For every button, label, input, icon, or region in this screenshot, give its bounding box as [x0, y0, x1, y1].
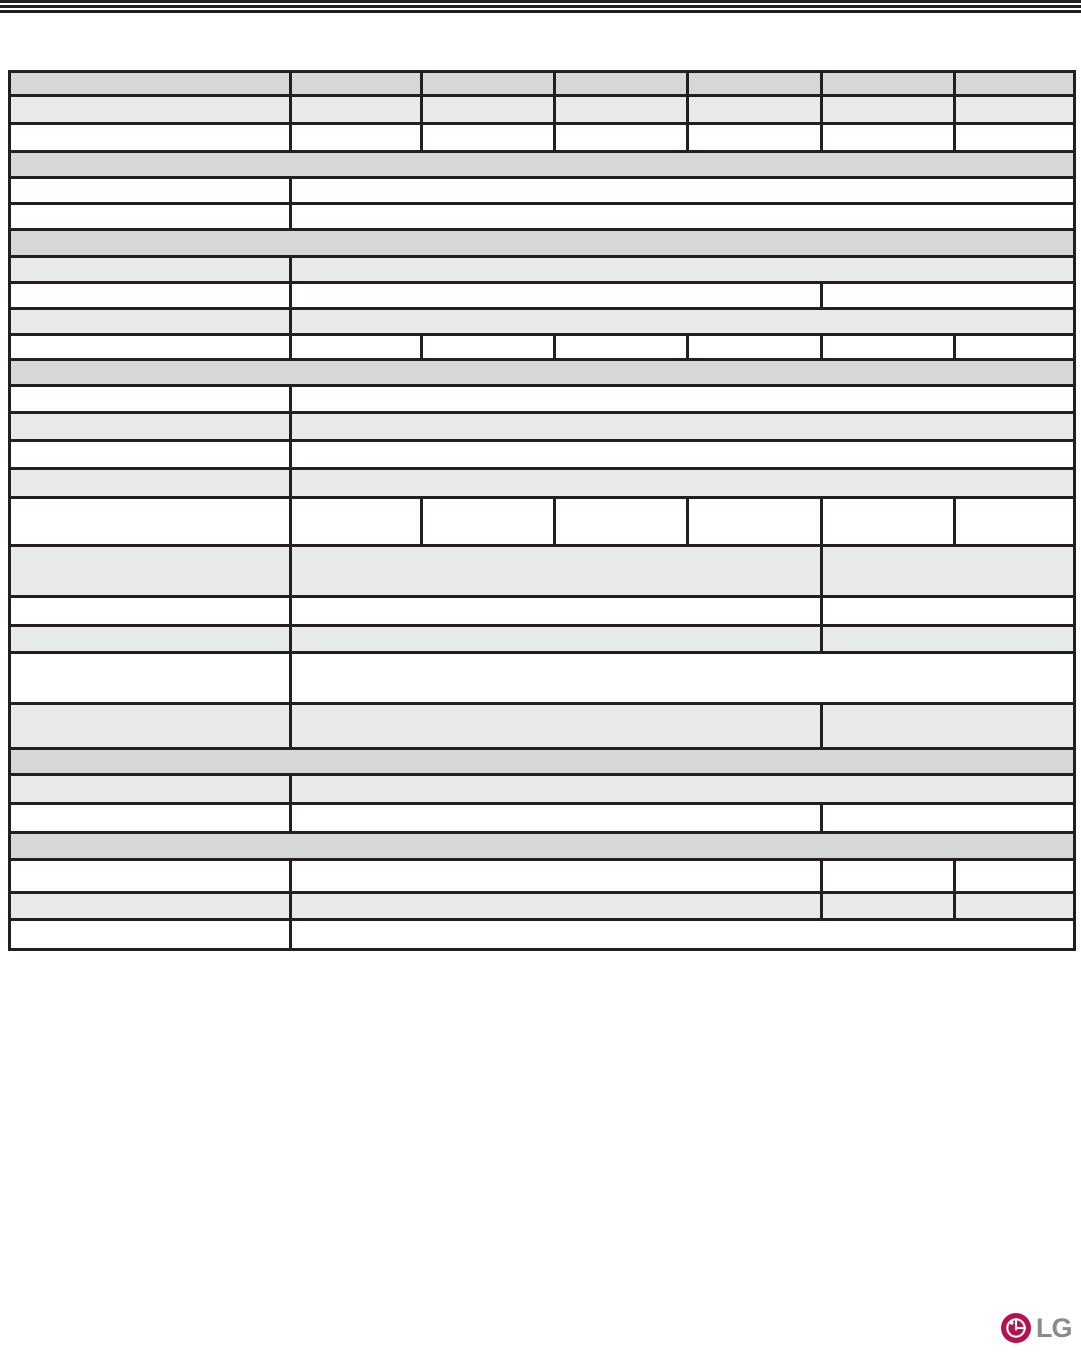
table-cell — [822, 335, 955, 360]
row-label-cell — [10, 386, 291, 413]
table-row — [10, 441, 1075, 469]
table-row — [10, 124, 1075, 152]
table-row — [10, 413, 1075, 441]
table-cell — [291, 498, 422, 546]
table-cell — [291, 124, 422, 152]
table-cell — [688, 72, 822, 96]
table-cell — [291, 309, 1075, 335]
row-label-cell — [10, 704, 291, 749]
table-cell — [422, 124, 555, 152]
row-label-cell — [10, 178, 291, 204]
table-cell — [555, 96, 688, 124]
table-row — [10, 257, 1075, 283]
table-cell — [955, 72, 1075, 96]
row-label-cell — [10, 546, 291, 597]
section-band — [10, 230, 1075, 257]
section-band — [10, 749, 1075, 775]
lg-symbol-icon — [1001, 1313, 1031, 1343]
table-cell — [291, 413, 1075, 441]
section-band-row — [10, 230, 1075, 257]
table-row — [10, 469, 1075, 498]
table-cell — [822, 96, 955, 124]
table-cell — [822, 704, 1075, 749]
table-row — [10, 498, 1075, 546]
table-cell — [291, 386, 1075, 413]
table-cell — [822, 124, 955, 152]
header-rule-line-2 — [0, 5, 1081, 8]
section-band — [10, 360, 1075, 386]
table-cell — [822, 804, 1075, 833]
table-row — [10, 804, 1075, 833]
table-row — [10, 283, 1075, 309]
table-cell — [422, 96, 555, 124]
table-cell — [422, 335, 555, 360]
table-cell — [688, 96, 822, 124]
table-cell — [10, 72, 291, 96]
row-label-cell — [10, 204, 291, 230]
table-cell — [291, 72, 422, 96]
table-cell — [291, 775, 1075, 804]
table-cell — [291, 469, 1075, 498]
table-cell — [291, 920, 1075, 950]
row-label-cell — [10, 804, 291, 833]
table-cell — [291, 860, 822, 893]
row-label-cell — [10, 469, 291, 498]
table-row — [10, 920, 1075, 950]
table-cell — [555, 72, 688, 96]
table-cell — [291, 204, 1075, 230]
table-cell — [688, 335, 822, 360]
table-row — [10, 335, 1075, 360]
table-row — [10, 653, 1075, 704]
table-cell — [291, 283, 822, 309]
table-cell — [10, 96, 291, 124]
table-cell — [10, 498, 291, 546]
table-row — [10, 178, 1075, 204]
table-cell — [955, 498, 1075, 546]
table-cell — [822, 860, 955, 893]
table-row — [10, 775, 1075, 804]
table-row — [10, 309, 1075, 335]
header-rule-line-3 — [0, 10, 1081, 13]
row-label-cell — [10, 920, 291, 950]
row-label-cell — [10, 413, 291, 441]
header-rule-line-1 — [0, 0, 1081, 3]
table-cell — [291, 804, 822, 833]
table-cell — [955, 96, 1075, 124]
table-cell — [291, 653, 1075, 704]
row-label-cell — [10, 893, 291, 920]
table-row — [10, 704, 1075, 749]
table-cell — [822, 72, 955, 96]
table-row — [10, 860, 1075, 893]
table-row — [10, 893, 1075, 920]
table-cell — [822, 626, 1075, 653]
table-cell — [422, 72, 555, 96]
table-row — [10, 626, 1075, 653]
table-cell — [422, 498, 555, 546]
table-cell — [291, 704, 822, 749]
section-band — [10, 152, 1075, 178]
table-cell — [555, 124, 688, 152]
lg-logo — [1001, 1313, 1072, 1343]
row-label-cell — [10, 775, 291, 804]
page-header-rule — [0, 0, 1081, 13]
table-cell — [822, 498, 955, 546]
table-cell — [822, 893, 955, 920]
table-cell — [291, 96, 422, 124]
section-band-row — [10, 749, 1075, 775]
table-cell — [688, 498, 822, 546]
table-cell — [822, 597, 1075, 626]
table-row — [10, 96, 1075, 124]
row-label-cell — [10, 441, 291, 469]
table-cell — [822, 283, 1075, 309]
row-label-cell — [10, 283, 291, 309]
table-row — [10, 204, 1075, 230]
table-cell — [10, 124, 291, 152]
table-row — [10, 386, 1075, 413]
table-cell — [291, 597, 822, 626]
row-label-cell — [10, 309, 291, 335]
table-cell — [291, 626, 822, 653]
section-band — [10, 833, 1075, 860]
row-label-cell — [10, 860, 291, 893]
table-cell — [955, 335, 1075, 360]
table-cell — [955, 893, 1075, 920]
table-cell — [291, 178, 1075, 204]
spec-table — [8, 70, 1076, 951]
section-band-row — [10, 360, 1075, 386]
row-label-cell — [10, 597, 291, 626]
table-cell — [955, 860, 1075, 893]
table-cell — [555, 335, 688, 360]
table-cell — [955, 124, 1075, 152]
table-cell — [291, 257, 1075, 283]
lg-wordmark: LG — [1036, 1313, 1072, 1343]
section-band-row — [10, 833, 1075, 860]
table-cell — [291, 335, 422, 360]
table-row — [10, 546, 1075, 597]
table-cell — [555, 498, 688, 546]
table-cell — [291, 893, 822, 920]
table-row — [10, 597, 1075, 626]
section-band-row — [10, 152, 1075, 178]
row-label-cell — [10, 626, 291, 653]
row-label-cell — [10, 653, 291, 704]
table-cell — [822, 546, 1075, 597]
table-cell — [291, 441, 1075, 469]
row-label-cell — [10, 257, 291, 283]
table-cell — [688, 124, 822, 152]
table-row — [10, 72, 1075, 96]
table-cell — [10, 335, 291, 360]
table-cell — [291, 546, 822, 597]
